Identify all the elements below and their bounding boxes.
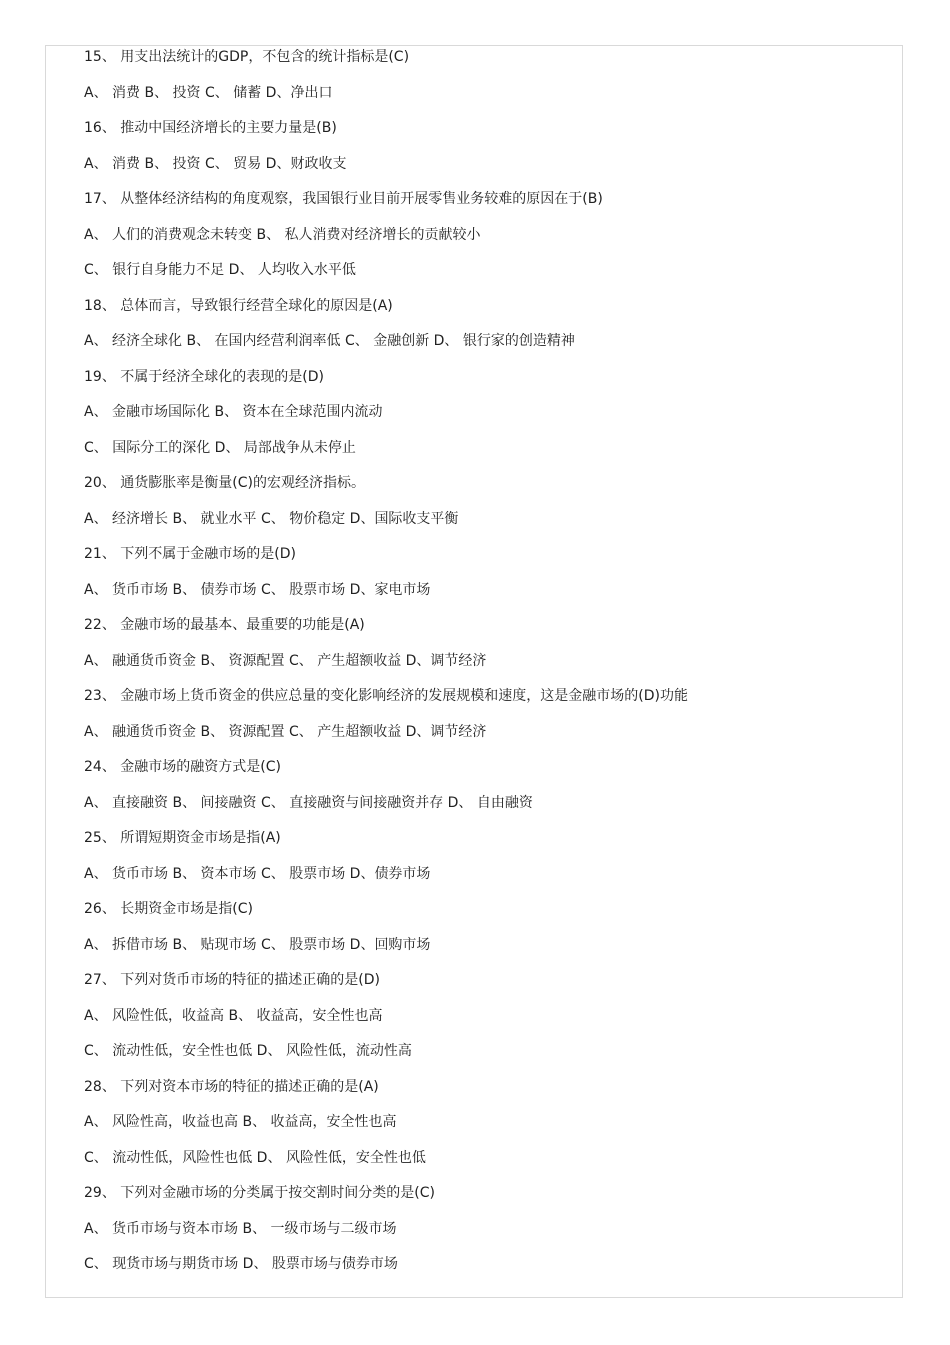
options-24: A、 直接融资 B、 间接融资 C、 直接融资与间接融资并存 D、 自由融资 <box>84 794 533 811</box>
question-21: 21、 下列不属于金融市场的是(D) <box>84 546 296 562</box>
question-22: 22、 金融市场的最基本、最重要的功能是(A) <box>84 617 365 633</box>
question-28: 28、 下列对资本市场的特征的描述正确的是(A) <box>84 1078 379 1095</box>
options-27-ab: A、 风险性低，收益高 B、 收益高，安全性也高 <box>84 1007 383 1024</box>
question-24: 24、 金融市场的融资方式是(C) <box>84 759 281 775</box>
question-18: 18、 总体而言，导致银行经营全球化的原因是(A) <box>84 297 393 314</box>
options-29-cd: C、 现货市场与期货市场 D、 股票市场与债券市场 <box>84 1256 398 1272</box>
options-17-cd: C、 银行自身能力不足 D、 人均收入水平低 <box>84 262 356 278</box>
options-16: A、 消费 B、 投资 C、 贸易 D、财政收支 <box>84 155 347 172</box>
question-26: 26、 长期资金市场是指(C) <box>84 901 253 917</box>
options-18: A、 经济全球化 B、 在国内经营利润率低 C、 金融创新 D、 银行家的创造精神 <box>84 333 575 349</box>
options-29-ab: A、 货币市场与资本市场 B、 一级市场与二级市场 <box>84 1220 397 1237</box>
question-25: 25、 所谓短期资金市场是指(A) <box>84 830 281 846</box>
question-29: 29、 下列对金融市场的分类属于按交割时间分类的是(C) <box>84 1185 435 1201</box>
question-17: 17、 从整体经济结构的角度观察，我国银行业目前开展零售业务较难的原因在于(B) <box>84 191 603 207</box>
question-16: 16、 推动中国经济增长的主要力量是(B) <box>84 120 337 136</box>
options-15: A、 消费 B、 投资 C、 储蓄 D、净出口 <box>84 84 333 101</box>
options-28-cd: C、 流动性低，风险性也低 D、 风险性低，安全性也低 <box>84 1149 426 1166</box>
document-body <box>84 47 884 1290</box>
options-25: A、 货币市场 B、 资本市场 C、 股票市场 D、债券市场 <box>84 865 431 882</box>
options-28-ab: A、 风险性高，收益也高 B、 收益高，安全性也高 <box>84 1114 397 1130</box>
options-23: A、 融通货币资金 B、 资源配置 C、 产生超额收益 D、调节经济 <box>84 723 487 740</box>
options-26: A、 拆借市场 B、 贴现市场 C、 股票市场 D、回购市场 <box>84 936 431 953</box>
question-19: 19、 不属于经济全球化的表现的是(D) <box>84 368 324 385</box>
options-19-ab: A、 金融市场国际化 B、 资本在全球范围内流动 <box>84 404 383 420</box>
options-19-cd: C、 国际分工的深化 D、 局部战争从未停止 <box>84 439 356 456</box>
options-20: A、 经济增长 B、 就业水平 C、 物价稳定 D、国际收支平衡 <box>84 510 459 527</box>
question-15: 15、 用支出法统计的GDP，不包含的统计指标是(C) <box>84 49 410 65</box>
options-22: A、 融通货币资金 B、 资源配置 C、 产生超额收益 D、调节经济 <box>84 652 487 669</box>
options-21: A、 货币市场 B、 债券市场 C、 股票市场 D、家电市场 <box>84 581 431 598</box>
options-17-ab: A、 人们的消费观念未转变 B、 私人消费对经济增长的贡献较小 <box>84 226 481 243</box>
options-27-cd: C、 流动性低，安全性也低 D、 风险性低，流动性高 <box>84 1043 412 1059</box>
question-20: 20、 通货膨胀率是衡量(C)的宏观经济指标。 <box>84 475 365 491</box>
question-27: 27、 下列对货币市场的特征的描述正确的是(D) <box>84 972 380 988</box>
question-23: 23、 金融市场上货币资金的供应总量的变化影响经济的发展规模和速度，这是金融市场的(D)功能 <box>84 688 688 704</box>
